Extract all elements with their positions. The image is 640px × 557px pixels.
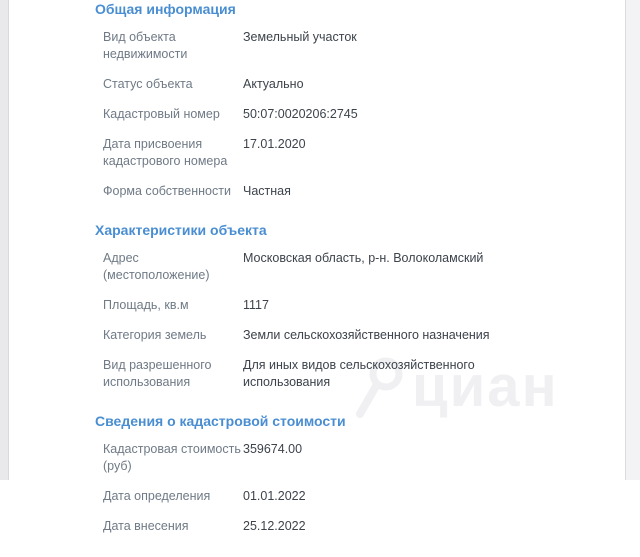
info-row — [103, 106, 565, 123]
row-label: Статус объекта — [103, 77, 193, 91]
info-row — [103, 136, 565, 170]
info-row — [103, 441, 565, 475]
row-label: Площадь, кв.м — [103, 298, 189, 312]
row-value: Земли сельскохозяйственного назначения — [243, 328, 490, 342]
row-value: 25.12.2022 — [243, 519, 306, 533]
row-label: Адрес (местоположение) — [103, 251, 210, 282]
left-page-gutter — [0, 0, 9, 480]
row-value: 17.01.2020 — [243, 137, 306, 151]
info-section — [95, 1, 565, 200]
info-row — [103, 29, 565, 63]
info-row — [103, 250, 565, 284]
row-label: Вид разрешенного использования — [103, 358, 212, 389]
row-value: 50:07:0020206:2745 — [243, 107, 358, 121]
row-label: Категория земель — [103, 328, 207, 342]
right-page-gutter — [625, 0, 640, 480]
info-row — [103, 297, 565, 314]
info-row — [103, 488, 565, 505]
info-row — [103, 327, 565, 344]
cadastral-info-panel — [95, 1, 565, 557]
row-value: Земельный участок — [243, 30, 357, 44]
row-value: 359674.00 — [243, 442, 303, 456]
info-section — [95, 222, 565, 391]
row-label: Вид объекта недвижимости — [103, 30, 188, 61]
info-row — [103, 518, 565, 535]
info-row — [103, 76, 565, 93]
section-title: Характеристики объекта — [95, 222, 267, 238]
section-rows — [95, 441, 565, 535]
section-rows — [95, 29, 565, 200]
row-label: Кадастровая стоимость (руб) — [103, 442, 241, 473]
info-row — [103, 357, 565, 391]
cian-watermark-text: циан — [412, 354, 559, 419]
row-value: Частная — [243, 184, 291, 198]
row-value: Московская область, р-н. Волоколамский — [243, 251, 484, 265]
info-row — [103, 183, 565, 200]
section-title: Общая информация — [95, 1, 236, 17]
info-section — [95, 413, 565, 535]
section-title: Сведения о кадастровой стоимости — [95, 413, 346, 429]
row-label: Кадастровый номер — [103, 107, 220, 121]
row-value: Актуально — [243, 77, 304, 91]
row-value: 01.01.2022 — [243, 489, 306, 503]
row-label: Форма собственности — [103, 184, 231, 198]
section-rows — [95, 250, 565, 391]
row-label: Дата внесения — [103, 519, 189, 533]
row-label: Дата определения — [103, 489, 211, 503]
row-value: 1117 — [243, 298, 269, 312]
row-label: Дата присвоения кадастрового номера — [103, 137, 228, 168]
row-value: Для иных видов сельскохозяйственного использования — [243, 358, 475, 389]
